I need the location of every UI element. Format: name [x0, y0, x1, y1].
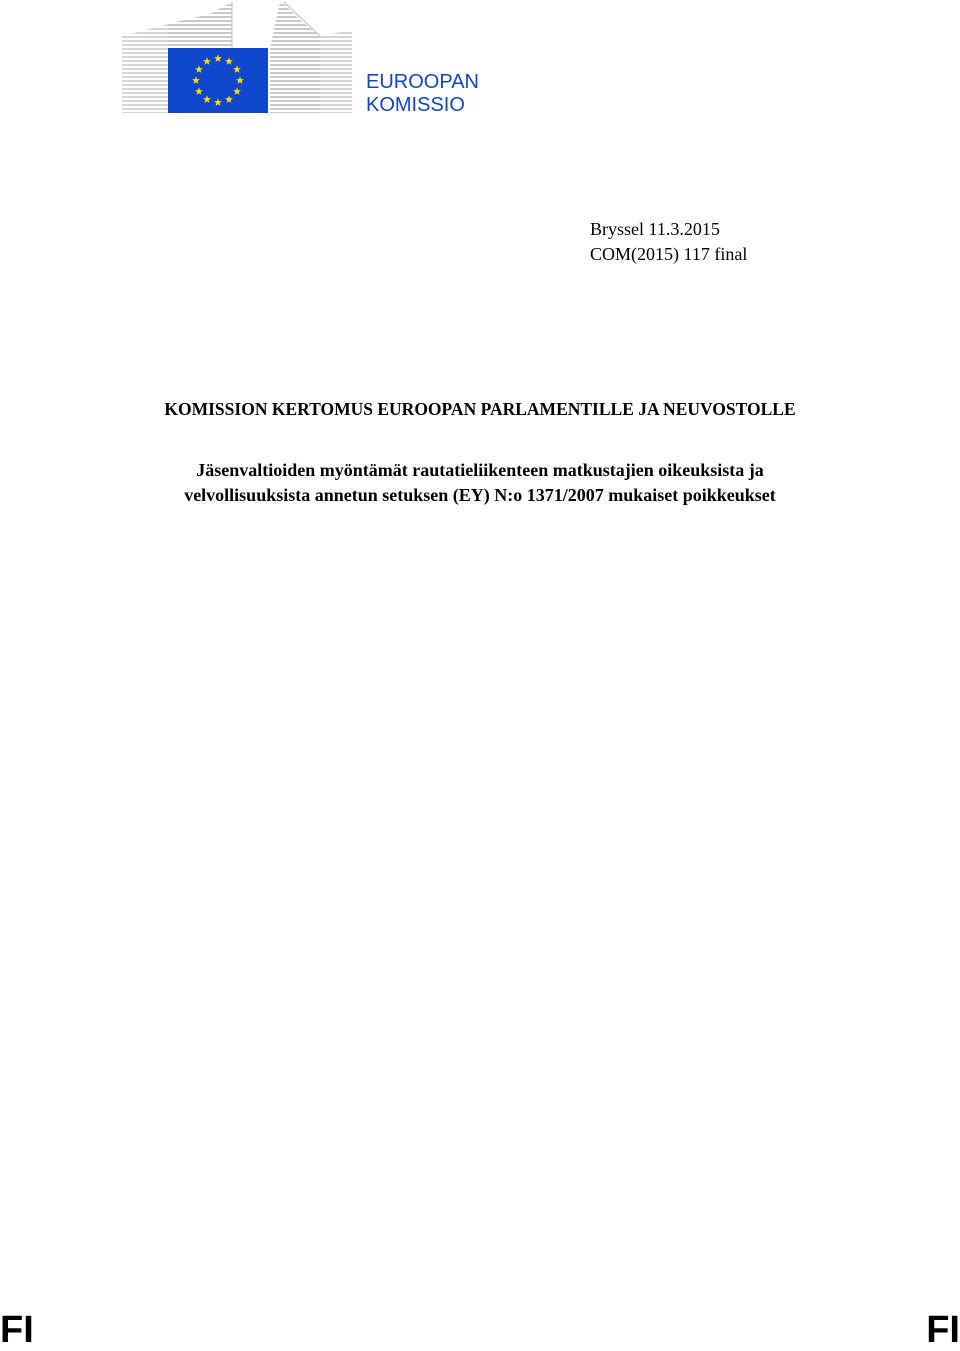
document-subject-line2: velvollisuuksista annetun setuksen (EY) N:o 1371/2007 mukaiset poikkeukset	[184, 485, 776, 505]
organization-name-line1: EUROOPAN	[366, 71, 479, 93]
language-code-left: FI	[0, 1309, 34, 1351]
document-subject	[0, 458, 960, 508]
document-reference: COM(2015) 117 final	[590, 244, 748, 264]
european-commission-logo-icon	[120, 0, 356, 118]
document-subject-line1: Jäsenvaltioiden myöntämät rautatieliikenteen matkustajien oikeuksista ja	[196, 460, 764, 480]
document-meta	[590, 217, 747, 267]
organization-name	[366, 71, 479, 117]
language-code-right: FI	[926, 1309, 960, 1351]
document-type-heading: KOMISSION KERTOMUS EUROOPAN PARLAMENTILLE JA NEUVOSTOLLE	[164, 399, 796, 419]
place-date: Bryssel 11.3.2015	[590, 219, 720, 239]
organization-name-line2: KOMISSIO	[366, 94, 465, 116]
